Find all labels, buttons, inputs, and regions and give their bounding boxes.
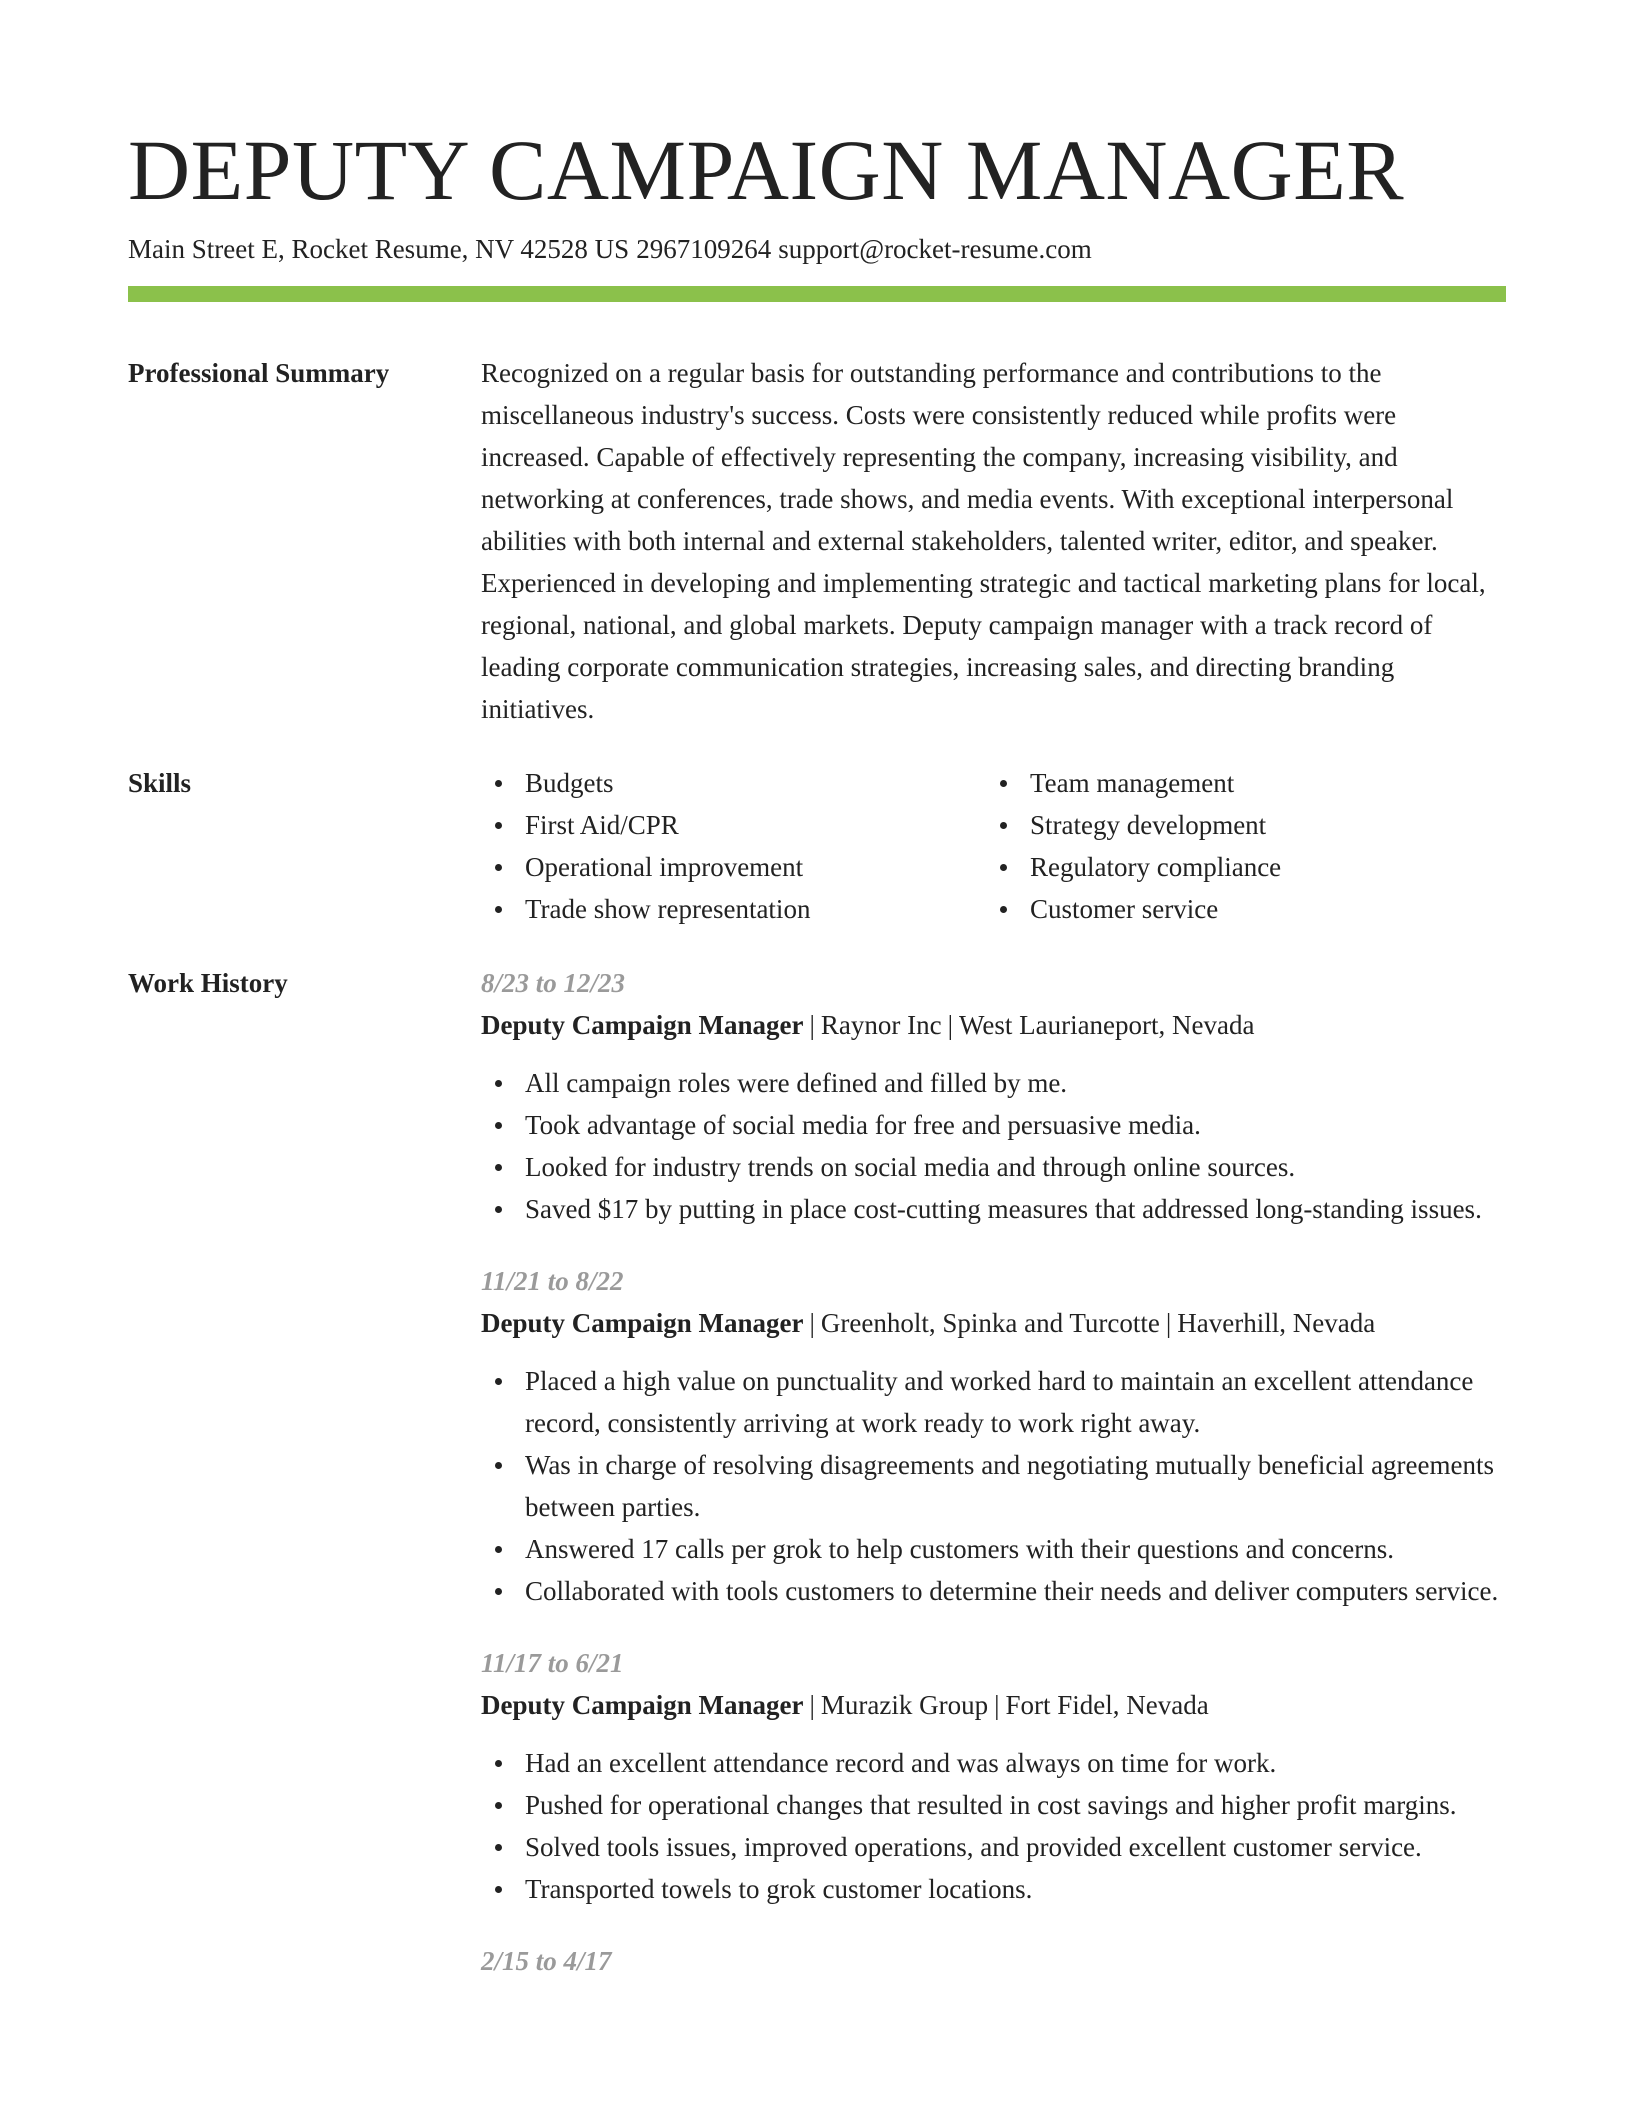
contact-line (128, 232, 1506, 266)
job-bullet: Solved tools issues, improved operations, and provided excellent customer service. (481, 1826, 1506, 1868)
skill-item: Team management (986, 762, 1491, 804)
job-entry (481, 1260, 1506, 1612)
job-bullet: Had an excellent attendance record and was always on time for work. (481, 1742, 1506, 1784)
job-title: Deputy Campaign Manager (481, 1690, 804, 1720)
job-location: Haverhill, Nevada (1177, 1308, 1376, 1338)
job-separator: | (1165, 1308, 1172, 1338)
job-separator: | (809, 1690, 815, 1720)
summary-section (128, 352, 1506, 730)
job-bullet: Answered 17 calls per grok to help customers with their questions and concerns. (481, 1528, 1506, 1570)
skill-item: Customer service (986, 888, 1491, 930)
job-bullet: Saved $17 by putting in place cost-cutting measures that addressed long-standing issues. (481, 1188, 1506, 1230)
contact-address: Main Street E, Rocket Resume, NV 42528 US (128, 234, 630, 264)
job-bullet: Took advantage of social media for free and persuasive media. (481, 1104, 1506, 1146)
job-location: Fort Fidel, Nevada (1005, 1690, 1209, 1720)
job-heading (481, 1684, 1506, 1726)
resume-title: DEPUTY CAMPAIGN MANAGER (128, 122, 1405, 218)
skills-section (128, 762, 1506, 930)
job-heading (481, 1302, 1506, 1344)
job-company: Murazik Group (820, 1690, 989, 1720)
job-bullet: Collaborated with tools customers to determine their needs and deliver computers service. (481, 1570, 1506, 1612)
job-bullet: Looked for industry trends on social media and through online sources. (481, 1146, 1506, 1188)
resume-page (128, 120, 1506, 2012)
job-company: Greenholt, Spinka and Turcotte (820, 1308, 1160, 1338)
job-dates: 8/23 to 12/23 (481, 968, 626, 998)
job-bullet: Placed a high value on punctuality and worked hard to maintain an excellent attendance record, consistently arriving at work ready to work right away. (481, 1360, 1506, 1444)
skill-item: Strategy development (986, 804, 1491, 846)
skill-item: Operational improvement (481, 846, 986, 888)
job-separator: | (947, 1010, 954, 1040)
summary-text: Recognized on a regular basis for outstanding performance and contributions to the miscellaneous industry's success. Costs were consistently reduced while profits were increased. Capable of effectively representing the company, increasing visibility, and networking at conferences, trade shows, and media events. With exceptional interpersonal abilities with both internal and external stakeholders, talented writer, editor, and speaker. Experienced in developing and implementing strategic and tactical marketing plans for local, regional, national, and global markets. Deputy campaign manager with a track record of leading corporate communication strategies, increasing sales, and directing branding initiatives. (481, 358, 1486, 724)
contact-phone: 2967109264 (636, 234, 772, 264)
job-bullets (481, 1062, 1506, 1230)
job-location: West Laurianeport, Nevada (959, 1010, 1255, 1040)
job-separator: | (809, 1308, 815, 1338)
skills-list-right (986, 762, 1491, 930)
job-entry (481, 962, 1506, 1230)
job-bullets (481, 1742, 1506, 1910)
job-bullet: Was in charge of resolving disagreements and negotiating mutually beneficial agreements between parties. (481, 1444, 1506, 1528)
job-bullets (481, 1360, 1506, 1612)
job-separator: | (809, 1010, 815, 1040)
skill-item: Budgets (481, 762, 986, 804)
job-title: Deputy Campaign Manager (481, 1010, 804, 1040)
skills-label: Skills (128, 768, 192, 798)
job-separator: | (994, 1690, 1000, 1720)
job-bullet: Transported towels to grok customer locations. (481, 1868, 1506, 1910)
job-company: Raynor Inc (820, 1010, 942, 1040)
work-history-section (128, 962, 1506, 2012)
job-heading (481, 1004, 1506, 1046)
work-history-label: Work History (128, 968, 288, 998)
job-dates: 11/17 to 6/21 (481, 1648, 624, 1678)
job-bullet: All campaign roles were defined and filled by me. (481, 1062, 1506, 1104)
skill-item: First Aid/CPR (481, 804, 986, 846)
job-bullet: Pushed for operational changes that resulted in cost savings and higher profit margins. (481, 1784, 1506, 1826)
job-dates: 11/21 to 8/22 (481, 1266, 624, 1296)
job-entry (481, 1940, 1506, 1982)
job-title: Deputy Campaign Manager (481, 1308, 804, 1338)
summary-label: Professional Summary (128, 358, 390, 388)
skill-item: Trade show representation (481, 888, 986, 930)
job-entry (481, 1642, 1506, 1910)
skills-list-left (481, 762, 986, 930)
header-divider (128, 286, 1506, 302)
job-dates: 2/15 to 4/17 (481, 1946, 612, 1976)
skill-item: Regulatory compliance (986, 846, 1491, 888)
contact-email[interactable]: support@rocket-resume.com (778, 234, 1092, 264)
